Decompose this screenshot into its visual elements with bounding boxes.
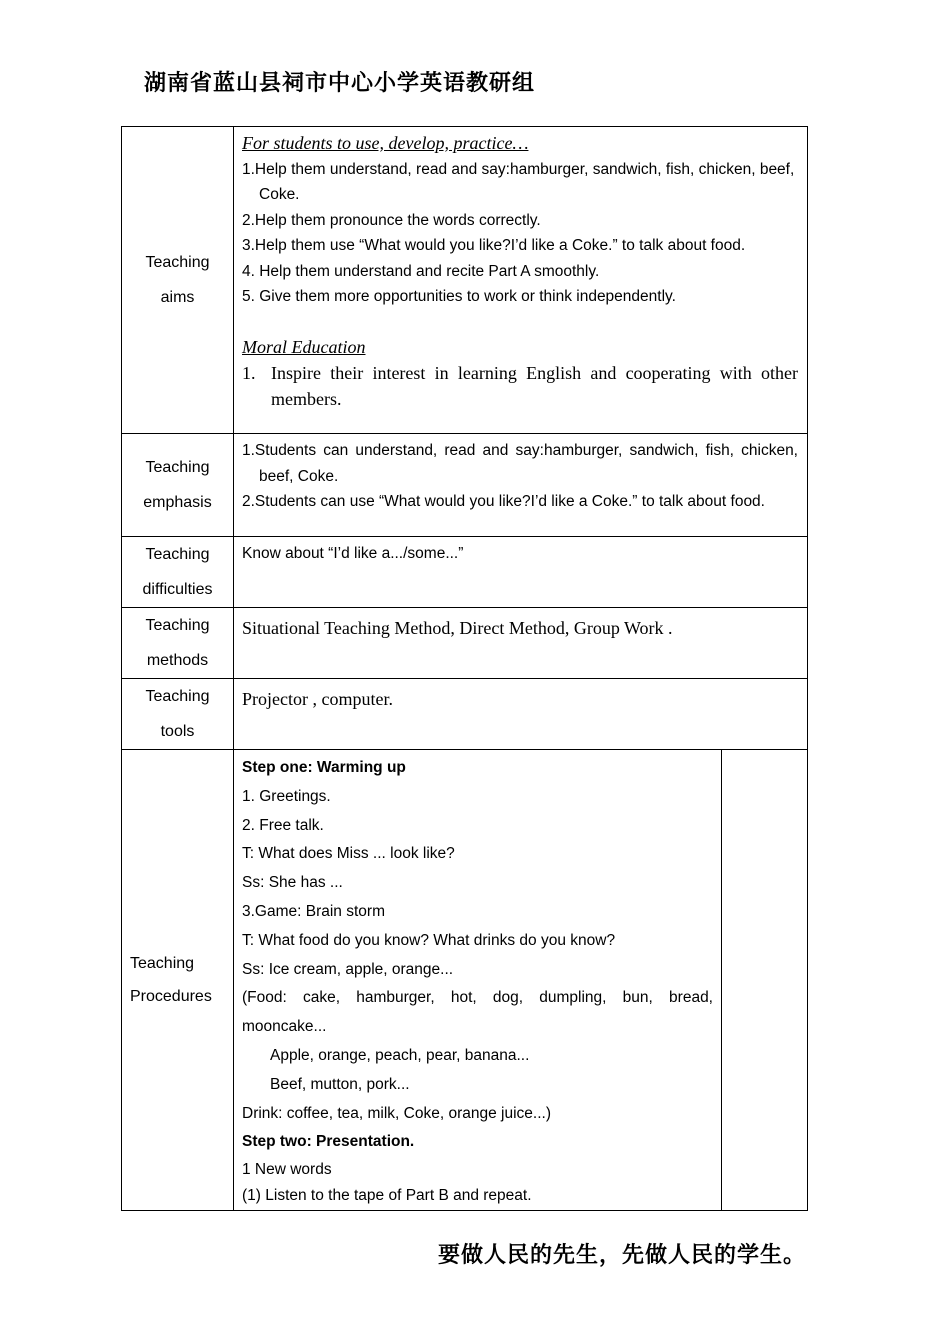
label-line: Teaching — [145, 546, 210, 563]
difficulties-content — [234, 537, 808, 608]
aims-item: 4. Help them understand and recite Part A smoothly. — [242, 262, 600, 280]
step-one-title: Step one: Warming up — [242, 759, 406, 776]
label-teaching-tools — [122, 679, 234, 750]
procedure-line: 1 New words — [242, 1161, 332, 1179]
label-teaching-emphasis — [122, 434, 234, 537]
procedure-line: 1. Greetings. — [242, 787, 331, 805]
aims-item: 3.Help them use “What would you like?I’d like a Coke.” to talk about food. — [242, 237, 746, 254]
footer-motto: 要做人民的先生，先做人民的学生。 — [437, 1242, 806, 1268]
moral-number: 1. — [242, 363, 256, 383]
procedure-line: Ss: She has ... — [242, 874, 343, 892]
label-teaching-methods — [122, 608, 234, 679]
label-line: difficulties — [142, 581, 213, 598]
procedures-content — [234, 750, 722, 1211]
label-teaching-aims — [122, 127, 234, 434]
aims-item: 2.Help them pronounce the words correctly. — [242, 211, 541, 229]
methods-text: Situational Teaching Method, Direct Method, Group Work . — [242, 618, 673, 638]
label-line: Teaching — [145, 459, 210, 476]
emphasis-item: 2.Students can use “What would you like?I’d like a Coke.” to talk about food. — [242, 493, 765, 510]
row-teaching-emphasis — [122, 434, 808, 537]
procedure-indented-line: Apple, orange, peach, pear, banana... — [270, 1046, 530, 1064]
moral-heading: Moral Education — [242, 336, 366, 357]
procedure-line: (1) Listen to the tape of Part B and repeat. — [242, 1186, 532, 1204]
label-line: aims — [160, 289, 195, 306]
row-teaching-methods — [122, 608, 808, 679]
emphasis-content — [234, 434, 808, 537]
label-line: Procedures — [130, 988, 212, 1006]
aims-content — [234, 127, 808, 434]
label-line: methods — [146, 652, 209, 669]
difficulties-text: Know about “I’d like a.../some...” — [242, 545, 464, 562]
row-teaching-procedures — [122, 750, 808, 1211]
label-line: emphasis — [143, 494, 212, 511]
procedures-notes-column — [722, 750, 808, 1211]
procedure-line: T: What does Miss ... look like? — [242, 845, 455, 863]
row-teaching-difficulties — [122, 537, 808, 608]
lesson-plan-table — [121, 126, 808, 1211]
row-teaching-tools — [122, 679, 808, 750]
procedure-line: (Food: cake, hamburger, hot, dog, dumpling, bun, bread, mooncake... — [242, 989, 713, 1036]
aims-item: 5. Give them more opportunities to work or think independently. — [242, 288, 676, 305]
aims-item: 1.Help them understand, read and say:hamburger, sandwich, fish, chicken, beef, Coke. — [242, 160, 795, 203]
label-line: Teaching — [145, 688, 210, 705]
methods-content — [234, 608, 808, 679]
procedure-indented-line: Beef, mutton, pork... — [270, 1075, 410, 1093]
label-teaching-procedures — [122, 750, 234, 1211]
label-line: Teaching — [145, 617, 210, 634]
step-two-title: Step two: Presentation. — [242, 1133, 415, 1151]
moral-item — [242, 360, 798, 412]
label-line: tools — [160, 723, 195, 740]
emphasis-item: 1.Students can understand, read and say:hamburger, sandwich, fish, chicken, beef, Coke. — [242, 442, 798, 485]
procedure-line: Drink: coffee, tea, milk, Coke, orange juice...) — [242, 1104, 551, 1122]
aims-heading: For students to use, develop, practice… — [242, 133, 529, 153]
label-line: Teaching — [130, 955, 195, 973]
label-teaching-difficulties — [122, 537, 234, 608]
tools-content — [234, 679, 808, 750]
school-header: 湖南省蓝山县祠市中心小学英语教研组 — [144, 70, 536, 96]
procedure-line: T: What food do you know? What drinks do you know? — [242, 931, 616, 949]
tools-text: Projector , computer. — [242, 689, 393, 709]
label-line: Teaching — [145, 254, 210, 271]
procedure-line: 2. Free talk. — [242, 816, 324, 834]
procedure-line: Ss: Ice cream, apple, orange... — [242, 960, 454, 978]
moral-text: Inspire their interest in learning English and cooperating with other members. — [271, 363, 798, 409]
procedure-line: 3.Game: Brain storm — [242, 902, 385, 920]
row-teaching-aims — [122, 127, 808, 434]
